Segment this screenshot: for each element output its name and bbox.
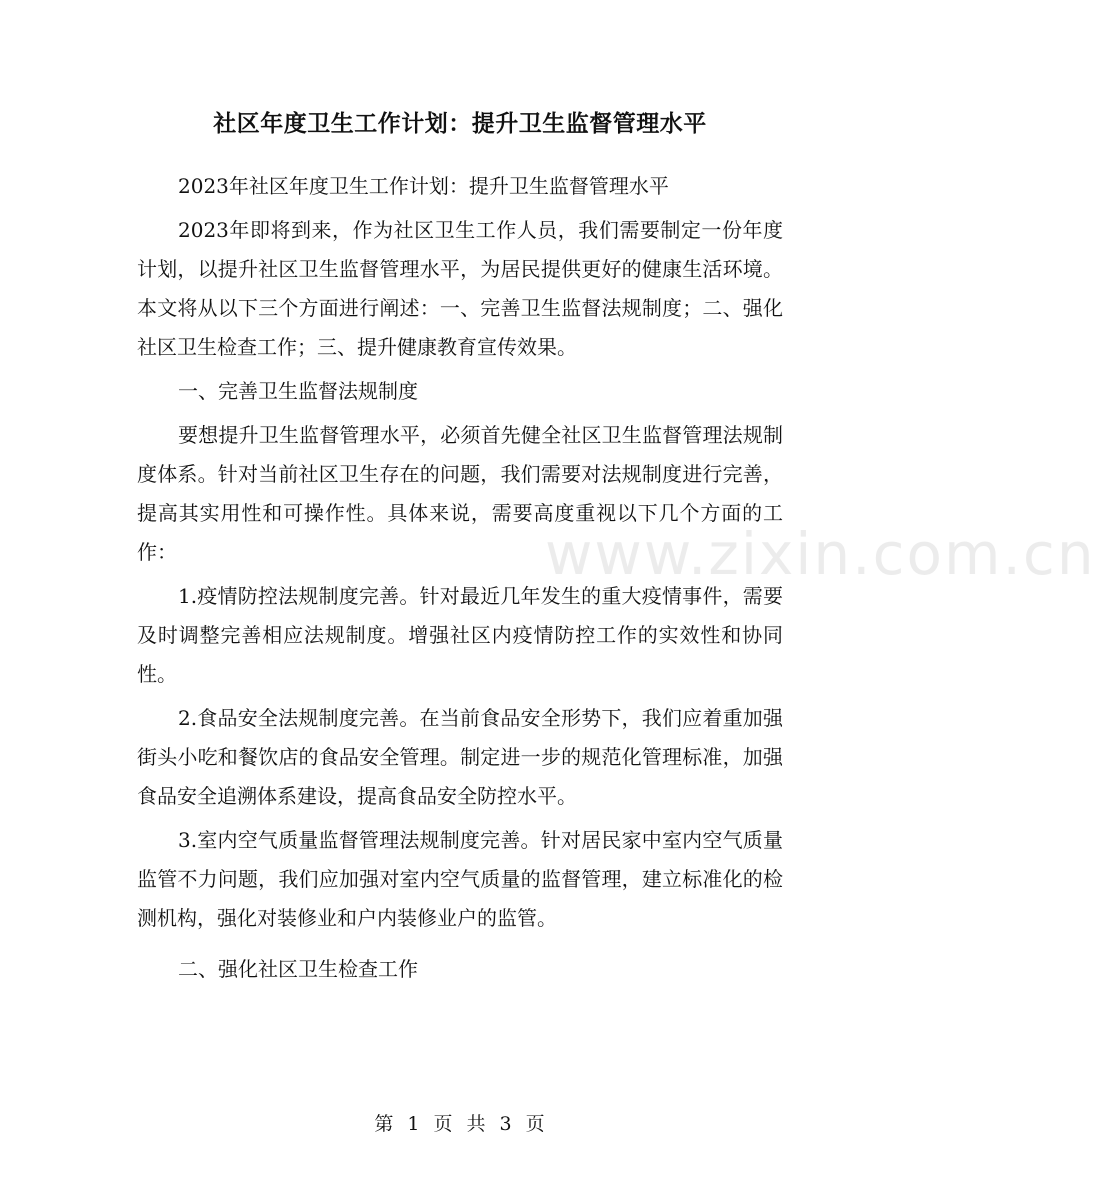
document-title: 社区年度卫生工作计划：提升卫生监督管理水平 xyxy=(213,111,707,137)
section-heading-1: 一、完善卫生监督法规制度 xyxy=(178,379,418,403)
list-item-3: 3.室内空气质量监督管理法规制度完善。针对居民家中室内空气质量监管不力问题，我们应加强对室内空气质量的监督管理，建立标准化的检测机构，强化对装修业和户内装修业户的监管。 xyxy=(137,828,783,930)
document-body xyxy=(137,167,783,989)
list-item-1: 1.疫情防控法规制度完善。针对最近几年发生的重大疫情事件，需要及时调整完善相应法规制度。增强社区内疫情防控工作的实效性和协同性。 xyxy=(137,584,783,686)
page-footer: 第 1 页 共 3 页 xyxy=(374,1113,546,1135)
watermark: www.zixin.com.cn xyxy=(545,520,1096,588)
section-heading-2: 二、强化社区卫生检查工作 xyxy=(178,957,418,981)
list-item-2: 2.食品安全法规制度完善。在当前食品安全形势下，我们应着重加强街头小吃和餐饮店的食品安全管理。制定进一步的规范化管理标准，加强食品安全追溯体系建设，提高食品安全防控水平。 xyxy=(137,706,783,808)
paragraph-section-1: 要想提升卫生监督管理水平，必须首先健全社区卫生监督管理法规制度体系。针对当前社区卫生存在的问题，我们需要对法规制度进行完善，提高其实用性和可操作性。具体来说，需要高度重视以下几个方面的工作： xyxy=(137,423,783,564)
paragraph-intro: 2023年即将到来，作为社区卫生工作人员，我们需要制定一份年度计划，以提升社区卫生监督管理水平，为居民提供更好的健康生活环境。本文将从以下三个方面进行阐述：一、完善卫生监督法规制度；二、强化社区卫生检查工作；三、提升健康教育宣传效果。 xyxy=(137,218,783,359)
paragraph-subtitle: 2023年社区年度卫生工作计划：提升卫生监督管理水平 xyxy=(178,174,669,198)
